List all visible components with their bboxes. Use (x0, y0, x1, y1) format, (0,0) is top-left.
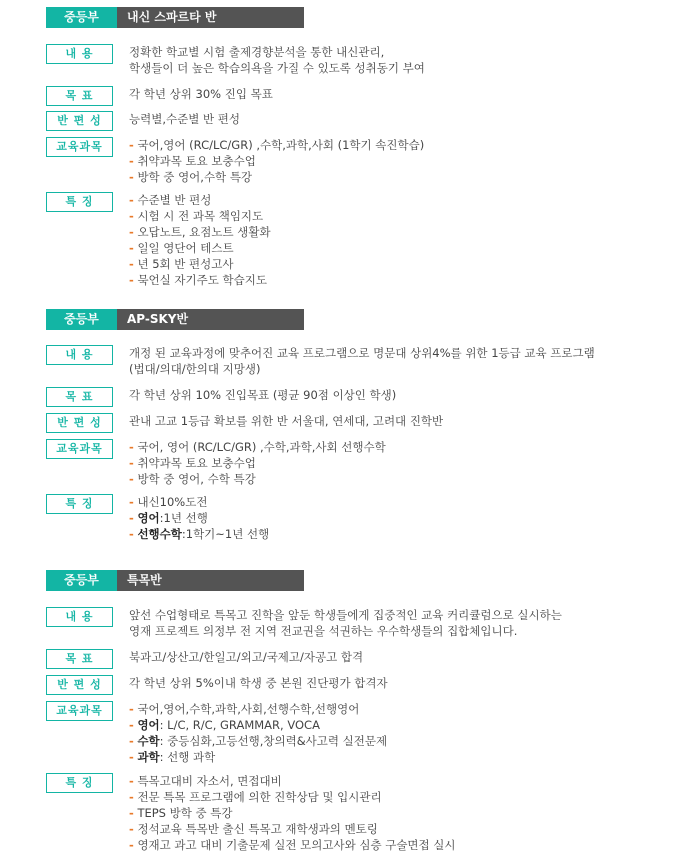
list-item: - 취약과목 토요 보충수업 (129, 456, 256, 470)
list-item: - 방학 중 영어,수학 특강 (129, 170, 253, 184)
goal-text: 북과고/상산고/한일고/외고/국제고/자공고 합격 (129, 650, 364, 664)
label-goal: 목 표 (46, 649, 113, 669)
class-text: 각 학년 상위 5%이내 학생 중 본원 진단평가 합격자 (129, 676, 388, 690)
list-item: - 과학: 선행 과학 (129, 750, 216, 764)
content-line: 앞선 수업형태로 특목고 진학을 앞둔 학생들에게 집중적인 교육 커리큘럼으로 실시하는 (129, 608, 562, 622)
list-item: - 국어,영어 (RC/LC/GR) ,수학,과학,사회 (1학기 속진학습) (129, 138, 425, 152)
label-class: 반 편 성 (46, 111, 113, 131)
content-line: 개정 된 교육과정에 맞추어진 교육 프로그램으로 명문대 상위4%를 위한 1등급 교육 프로그램 (129, 346, 595, 360)
label-goal: 목 표 (46, 387, 113, 407)
section-naesin-sparta (46, 7, 666, 287)
list-item: - 수학: 중등심화,고등선행,창의력&사고력 실전문제 (129, 734, 388, 748)
feature-list (129, 494, 669, 542)
content-text (129, 345, 669, 377)
section-tag: 중등부 (46, 309, 117, 330)
section-header (46, 570, 304, 591)
list-item: - 내신10%도전 (129, 495, 208, 509)
section-tag: 중등부 (46, 7, 117, 28)
label-content: 내 용 (46, 607, 113, 627)
course-list (129, 137, 669, 185)
goal-text: 각 학년 상위 30% 진입 목표 (129, 87, 273, 101)
list-item: - 영어: L/C, R/C, GRAMMAR, VOCA (129, 718, 320, 732)
content-line: 정확한 학교별 시험 출제경향분석을 통한 내신관리, (129, 45, 385, 59)
section-tag: 중등부 (46, 570, 117, 591)
content-line: (법대/의대/한의대 지망생) (129, 362, 261, 376)
list-item: - 전문 특목 프로그램에 의한 진학상담 및 입시관리 (129, 790, 382, 804)
list-item: - 방학 중 영어, 수학 특강 (129, 472, 256, 486)
list-item: - 시험 시 전 과목 책임지도 (129, 209, 264, 223)
label-course: 교육과목 (46, 439, 113, 459)
list-item: - 오답노트, 요점노트 생활화 (129, 225, 271, 239)
label-feature: 특 징 (46, 773, 113, 793)
content-line: 학생들이 더 높은 학습의욕을 가질 수 있도록 성취동기 부여 (129, 61, 425, 75)
section-title: 내신 스파르타 반 (117, 7, 304, 28)
feature-list (129, 773, 669, 853)
course-list (129, 701, 669, 765)
list-item: - 국어, 영어 (RC/LC/GR) ,수학,과학,사회 선행수학 (129, 440, 386, 454)
content-text (129, 44, 669, 76)
list-item: - 년 5회 반 편성고사 (129, 257, 234, 271)
list-item: - 국어,영어,수학,과학,사회,선행수학,선행영어 (129, 702, 360, 716)
list-item: - 선행수학:1학기~1년 선행 (129, 527, 270, 541)
label-class: 반 편 성 (46, 413, 113, 433)
label-goal: 목 표 (46, 86, 113, 106)
list-item: - 묵언실 자기주도 학습지도 (129, 273, 267, 287)
section-header (46, 309, 304, 330)
list-item: - 영재고 과고 대비 기출문제 실전 모의고사와 심층 구술면접 실시 (129, 838, 456, 852)
list-item: - 취약과목 토요 보충수업 (129, 154, 256, 168)
label-class: 반 편 성 (46, 675, 113, 695)
label-course: 교육과목 (46, 137, 113, 157)
section-special-purpose (46, 570, 666, 853)
label-feature: 특 징 (46, 494, 113, 514)
list-item: - 정석교육 특목반 출신 특목고 재학생과의 멘토링 (129, 822, 378, 836)
content-text (129, 607, 669, 639)
feature-list (129, 192, 669, 288)
content-line: 영재 프로젝트 의정부 전 지역 전교권을 석권하는 우수학생들의 집합체입니다. (129, 624, 518, 638)
goal-text: 각 학년 상위 10% 진입목표 (평균 90점 이상인 학생) (129, 388, 397, 402)
class-text: 능력별,수준별 반 편성 (129, 112, 240, 126)
section-title: 특목반 (117, 570, 304, 591)
list-item: - 일일 영단어 테스트 (129, 241, 234, 255)
list-item: - 수준별 반 편성 (129, 193, 212, 207)
label-content: 내 용 (46, 345, 113, 365)
list-item: - TEPS 방학 중 특강 (129, 806, 233, 820)
label-course: 교육과목 (46, 701, 113, 721)
class-text: 관내 고교 1등급 확보를 위한 반 서울대, 연세대, 고려대 진학반 (129, 414, 444, 428)
section-header (46, 7, 304, 28)
section-ap-sky (46, 309, 666, 549)
list-item: - 특목고대비 자소서, 면접대비 (129, 774, 282, 788)
label-feature: 특 징 (46, 192, 113, 212)
section-title: AP-SKY반 (117, 309, 304, 330)
label-content: 내 용 (46, 44, 113, 64)
course-list (129, 439, 669, 487)
list-item: - 영어:1년 선행 (129, 511, 208, 525)
